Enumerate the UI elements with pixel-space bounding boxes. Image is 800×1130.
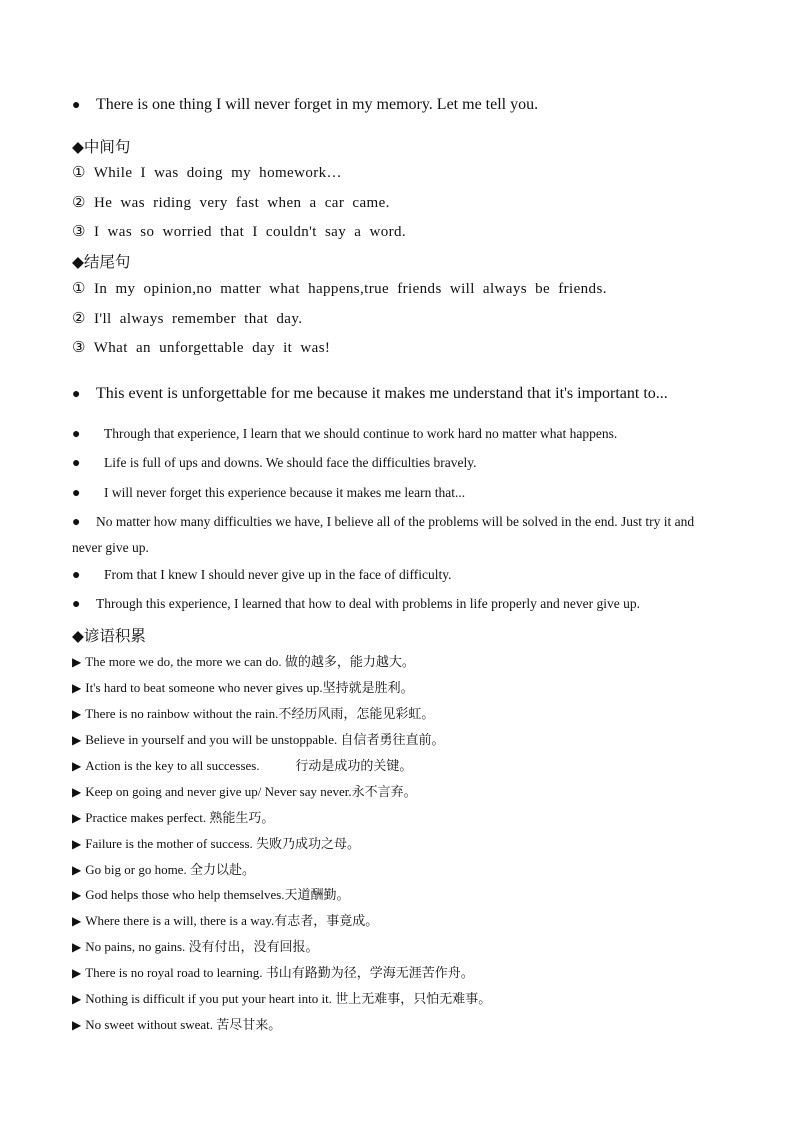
bullet-sentence-2: Through that experience, I learn that we should continue to work hard no matter what happens.: [104, 426, 618, 441]
proverb-item: [72, 988, 491, 1007]
ending-sentence-2: ② I'll always remember that day.: [72, 311, 303, 327]
middle-sentence-3: ③ I was so worried that I couldn't say a word.: [72, 224, 407, 240]
triangle-icon: ▶: [72, 914, 82, 928]
triangle-icon: ▶: [72, 655, 82, 669]
proverb-heading: ◆谚语积累: [72, 628, 146, 645]
ending-sentence-1: ① In my opinion,no matter what happens,true friends will always be friends.: [72, 281, 607, 297]
triangle-icon: ▶: [72, 888, 82, 902]
proverb-item: [72, 729, 445, 748]
bullet-icon: ●: [72, 568, 81, 583]
proverb-item: [72, 910, 378, 929]
middle-sentence-1: ① While I was doing my homework…: [72, 165, 342, 181]
bullet-icon: ●: [72, 387, 81, 402]
proverb-text: The more we do, the more we can do. 做的越多，能力越大。: [85, 654, 415, 669]
proverb-item: [72, 651, 415, 670]
proverb-text: Nothing is difficult if you put your heart into it. 世上无难事，只怕无难事。: [85, 991, 492, 1006]
proverb-item: [72, 703, 434, 722]
ending-sentence-3: ③ What an unforgettable day it was!: [72, 340, 331, 356]
triangle-icon: ▶: [72, 863, 82, 877]
triangle-icon: ▶: [72, 681, 82, 695]
triangle-icon: ▶: [72, 785, 82, 799]
triangle-icon: ▶: [72, 1018, 82, 1032]
bullet-sentence-5: No matter how many difficulties we have, I believe all of the problems will be solved in the end. Just try it and: [96, 514, 695, 529]
bullet-icon: ●: [72, 98, 81, 113]
bullet-icon: ●: [72, 456, 81, 471]
bullet-sentence-4: I will never forget this experience because it makes me learn that...: [104, 485, 466, 500]
proverb-item: [72, 833, 360, 852]
triangle-icon: ▶: [72, 837, 82, 851]
bullet-sentence-5-cont: never give up.: [72, 540, 149, 555]
triangle-icon: ▶: [72, 966, 82, 980]
proverb-text: Where there is a will, there is a way.有志者，事竟成。: [85, 913, 379, 928]
ending-heading: ◆结尾句: [72, 254, 131, 271]
triangle-icon: ▶: [72, 811, 82, 825]
proverb-item: [72, 1014, 281, 1033]
triangle-icon: ▶: [72, 992, 82, 1006]
proverb-text: No sweet without sweat. 苦尽甘来。: [85, 1017, 282, 1032]
bullet-sentence-1: This event is unforgettable for me because it makes me understand that it's important to...: [96, 385, 668, 402]
proverb-text: Practice makes perfect. 熟能生巧。: [85, 810, 275, 825]
proverb-text: There is no rainbow without the rain.不经历风雨，怎能见彩虹。: [85, 706, 435, 721]
proverb-text: It's hard to beat someone who never gives up.坚持就是胜利。: [85, 680, 414, 695]
proverb-text: No pains, no gains. 没有付出，没有回报。: [85, 939, 319, 954]
proverb-item: [72, 884, 350, 903]
proverb-text: Believe in yourself and you will be unstoppable. 自信者勇往直前。: [85, 732, 445, 747]
proverb-text: Go big or go home. 全力以赴。: [85, 862, 255, 877]
proverb-text: Failure is the mother of success. 失败乃成功之母。: [85, 836, 360, 851]
proverb-text: Action is the key to all successes. 行动是成功的关键。: [85, 758, 413, 773]
intro-sentence: There is one thing I will never forget in my memory. Let me tell you.: [96, 96, 539, 113]
proverb-item: [72, 807, 274, 826]
triangle-icon: ▶: [72, 707, 82, 721]
proverb-item: [72, 677, 414, 696]
proverb-item: [72, 781, 417, 800]
middle-sentence-2: ② He was riding very fast when a car came.: [72, 195, 390, 211]
proverb-text: God helps those who help themselves.天道酬勤。: [85, 887, 350, 902]
bullet-icon: ●: [72, 515, 81, 530]
bullet-sentence-7: Through this experience, I learned that how to deal with problems in life properly and never give up.: [96, 596, 640, 611]
bullet-sentence-6: From that I knew I should never give up in the face of difficulty.: [104, 567, 452, 582]
proverb-text: There is no royal road to learning. 书山有路勤为径，学海无涯苦作舟。: [85, 965, 474, 980]
bullet-icon: ●: [72, 486, 81, 501]
triangle-icon: ▶: [72, 940, 82, 954]
bullet-icon: ●: [72, 597, 81, 612]
proverb-item: [72, 936, 319, 955]
proverb-item: [72, 962, 474, 981]
proverb-item: [72, 859, 255, 878]
bullet-icon: ●: [72, 427, 81, 442]
bullet-sentence-3: Life is full of ups and downs. We should face the difficulties bravely.: [104, 455, 477, 470]
proverb-item: [72, 755, 412, 774]
middle-heading: ◆中间句: [72, 139, 131, 156]
proverb-text: Keep on going and never give up/ Never say never.永不言弃。: [85, 784, 417, 799]
triangle-icon: ▶: [72, 759, 82, 773]
triangle-icon: ▶: [72, 733, 82, 747]
